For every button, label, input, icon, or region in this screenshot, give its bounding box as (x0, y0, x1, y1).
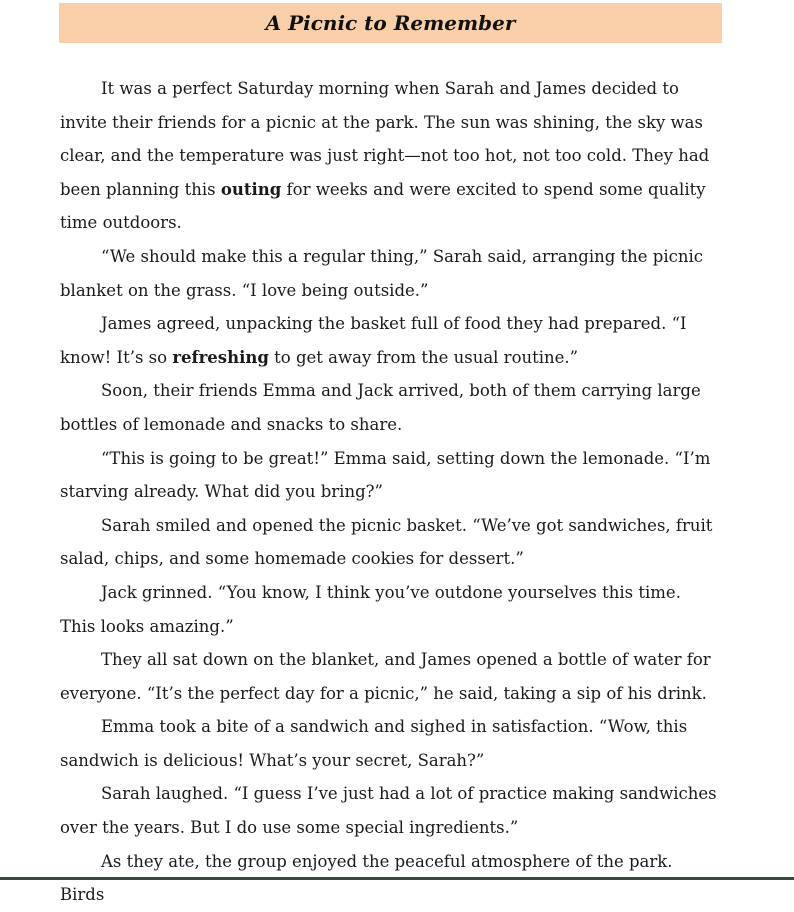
paragraph (60, 240, 720, 307)
paragraph-text: to get away from the usual routine.” (268, 347, 579, 367)
bold-term: outing (220, 179, 282, 199)
bold-term: refreshing (172, 347, 269, 367)
paragraph-text: “We should make this a regular thing,” Sarah said, arranging the picnic blanket on the grass. “I love being outside.” (60, 246, 704, 300)
paragraph-text: It was a perfect Saturday morning when Sarah and James decided to invite their friends for a picnic at the park. The sun was shining, the sky was clear, and the temperature was just right—not too hot, not too cold. They had been planning this (60, 79, 710, 199)
paragraph-text: Sarah laughed. “I guess I’ve just had a lot of practice making sandwiches over the years. But I do use some special ingredients.” (60, 784, 717, 838)
paragraph-text: They all sat down on the blanket, and James opened a bottle of water for everyone. “It’s the perfect day for a picnic,” he said, taking a sip of his drink. (60, 650, 711, 703)
paragraph-text: for weeks and were excited to spend some quality time outdoors. (60, 179, 706, 233)
paragraph-text: James agreed, unpacking the basket full of food they had prepared. “I know! It’s so (60, 314, 687, 367)
paragraph (60, 307, 720, 374)
paragraph (60, 374, 720, 441)
paragraph (60, 777, 720, 844)
story-body (60, 72, 720, 912)
paragraph (60, 710, 720, 777)
paragraph-text: Jack grinned. “You know, I think you’ve outdone yourselves this time. This looks amazing.” (60, 582, 681, 636)
paragraph (60, 576, 720, 643)
paragraph (60, 442, 720, 509)
paragraph (60, 643, 720, 710)
paragraph (60, 509, 720, 576)
paragraph-text: Sarah smiled and opened the picnic basket. “We’ve got sandwiches, fruit salad, chips, and some homemade cookies for dessert.” (60, 515, 713, 569)
paragraph-text: As they ate, the group enjoyed the peaceful atmosphere of the park. Birds (60, 851, 673, 905)
paragraph-text: Emma took a bite of a sandwich and sighed in satisfaction. “Wow, this sandwich is delicious! What’s your secret, Sarah?” (60, 717, 688, 770)
page-title: A Picnic to Remember (265, 11, 516, 35)
title-banner (59, 3, 722, 43)
paragraph-text: “This is going to be great!” Emma said, setting down the lemonade. “I’m starving already. What did you bring?” (60, 448, 711, 502)
paragraph-text: Soon, their friends Emma and Jack arrived, both of them carrying large bottles of lemonade and snacks to share. (60, 381, 701, 434)
paragraph (60, 72, 720, 240)
